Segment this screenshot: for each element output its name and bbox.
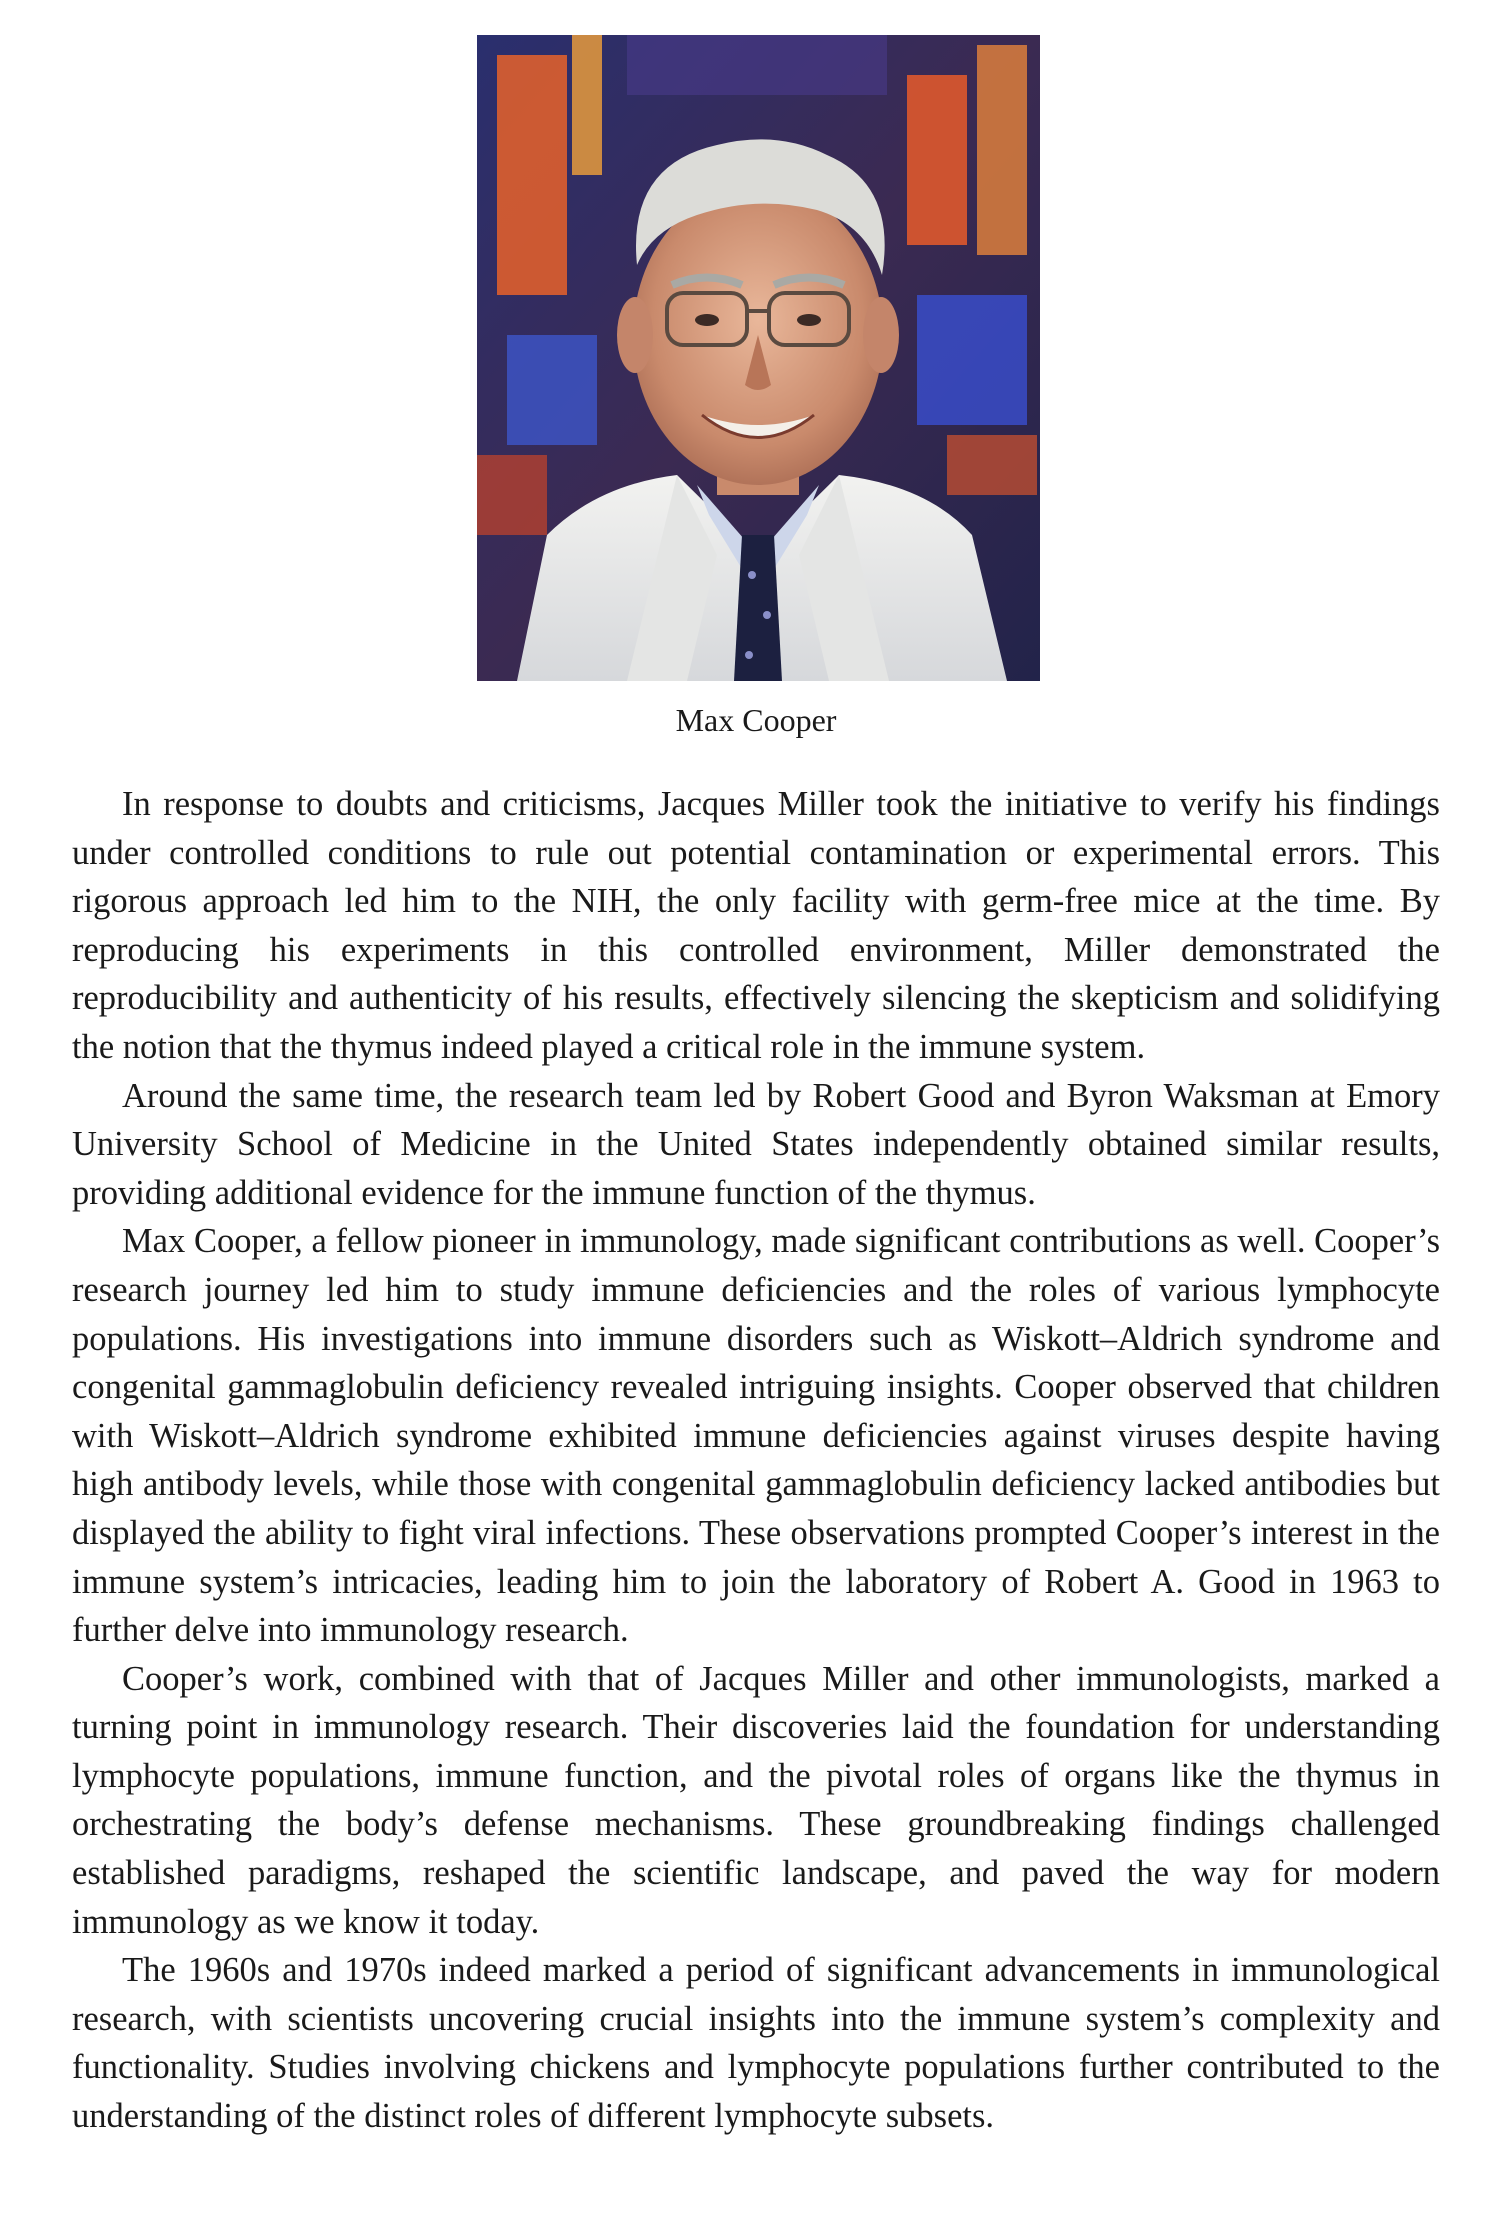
paragraph: Max Cooper, a fellow pioneer in immunology, made significant contributions as well. Cooper’s research journey led him to study immune deficiencies and the roles of various lymphocyte populations. His investigations into immune disorders such as Wiskott–Aldrich syndrome and congenital gammaglobulin deficiency revealed intriguing insights. Cooper observed that children with Wiskott–Aldrich syndrome exhibited immune deficiencies against viruses despite having high antibody levels, while those with congenital gammaglobulin deficiency lacked antibodies but displayed the ability to fight viral infections. These observations prompted Cooper’s interest in the immune system’s intricacies, leading him to join the laboratory of Robert A. Good in 1963 to further delve into immunology research.	[72, 1222, 1440, 1650]
figure-caption: Max Cooper	[675, 702, 837, 738]
portrait-photo	[477, 35, 1040, 681]
body-text	[72, 780, 1440, 2141]
paragraph: The 1960s and 1970s indeed marked a period of significant advancements in immunological research, with scientists uncovering crucial insights into the immune system’s complexity and functionality. Studies involving chickens and lymphocyte populations further contributed to the understanding of the distinct roles of different lymphocyte subsets.	[72, 1951, 1440, 2136]
paragraph: In response to doubts and criticisms, Jacques Miller took the initiative to verify his findings under controlled conditions to rule out potential contamination or experimental errors. This rigorous approach led him to the NIH, the only facility with germ-free mice at the time. By reproducing his experiments in this controlled environment, Miller demonstrated the reproducibility and authenticity of his results, effectively silencing the skepticism and solidifying the notion that the thymus indeed played a critical role in the immune system.	[72, 785, 1440, 1066]
paragraph: Around the same time, the research team led by Robert Good and Byron Waksman at Emory University School of Medicine in the United States independently obtained similar results, providing additional evidence for the immune function of the thymus.	[72, 1076, 1440, 1212]
paragraph: Cooper’s work, combined with that of Jacques Miller and other immunologists, marked a turning point in immunology research. Their discoveries laid the foundation for understanding lymphocyte populations, immune function, and the pivotal roles of organs like the thymus in orchestrating the body’s defense mechanisms. These groundbreaking findings challenged established paradigms, reshaped the scientific landscape, and paved the way for modern immunology as we know it today.	[72, 1659, 1440, 1941]
